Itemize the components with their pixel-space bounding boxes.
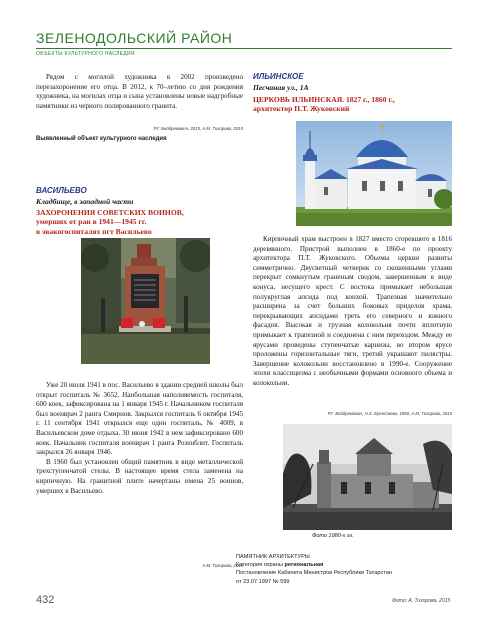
header-rule <box>36 48 452 49</box>
church-historic-photo <box>283 424 452 530</box>
ilinskoe-paragraph: Кирпичный храм выстроен в 1827 вместо сгоревшего в 1816 деревянного. Пристрой выполнен в 1860-е по проекту архитектора П.Т. Жуковского. Объемы церкви развиты симметрично. Двусветный четверик со скошенными углами перекрыт сомкнутым граненым сводом, завершенным в виде конуса, несущего крест. С востока примыкает небольшая полукруглая апсида под конхой. Трапезная значительно расширена за счет больших боковых приделов храма, перекрывающих апсидами треть его северного и южного фасадов. Высокая и грузная колокольня почти вплотную примыкает к трапезной и соединена с ним переходом. Между ее ярусами проведены ступенчатые карнизы, во втором ярусе проложены горизонтальные тяги, третий украшают пилястры. Завершение колокольни восстановлено в 1990-е. Сооружение эпохи классицизма с необычными формами основного объема и колокольни. <box>253 235 452 387</box>
vasilevo-history <box>36 381 243 496</box>
intro-paragraph <box>36 73 243 111</box>
monument-status <box>236 553 392 586</box>
title-vasilevo <box>36 208 246 236</box>
intro-credit: Р.Г. Бейдремович, 2015, А.М. Тихорова, 2015 <box>153 126 243 131</box>
place-heading-ilinskoe: ИЛЬИНСКОЕ <box>253 72 304 81</box>
footer-photo-credit: Фото: А. Тихорова, 2015 <box>392 598 451 604</box>
ilinskoe-credit: Р.Г. Бейдремович, Н.Х. Ерентаева, 1990, А.М. Тихорова, 2015 <box>327 411 452 416</box>
title-ilinskoe-line2: архитектор П.Т. Жуковский <box>253 104 350 114</box>
decree-date: от 23.07.1997 № 599 <box>236 578 290 585</box>
section-subtitle: ОБЪЕКТЫ КУЛЬТУРНОГО НАСЛЕДИЯ <box>36 51 135 57</box>
church-photo <box>296 121 452 226</box>
memorial-photo-image <box>81 238 210 364</box>
church-photo-image <box>296 121 452 226</box>
protection-category <box>236 561 392 569</box>
place-heading-vasilevo: ВАСИЛЬЕВО <box>36 186 87 195</box>
historic-photo-caption: Фото 1980-х гг. <box>312 533 354 539</box>
identified-object-note: Выявленный объект культурного наследия <box>36 136 167 142</box>
intro-text: Рядом с могилой художника в 2002 произведено перезахоронение его отца. В 2012, к 70–летию со дня рождения художника, на могилах отца и сына установлены новые надгробные памятники из черного полированного гранита. <box>36 73 243 110</box>
title-ilinskoe-line1: ЦЕРКОВЬ ИЛЬИНСКАЯ. 1827 г., 1860 г., <box>253 95 395 104</box>
church-historic-photo-image <box>283 424 452 530</box>
vasilevo-paragraph-2: В 1960 был установлен общий памятник в виде металлической трехступенчатой стелы. В настоящее время стела заменена на кирпичную. На гранитной плите начертаны имена 25 воинов, умерших в Васильево. <box>36 457 243 495</box>
monument-type: ПАМЯТНИК АРХИТЕКТУРЫ <box>236 554 310 560</box>
decree-title: Постановление Кабинета Министров Республики Татарстан <box>236 570 392 577</box>
title-vasilevo-line1: ЗАХОРОНЕНИЯ СОВЕТСКИХ ВОИНОВ, <box>36 208 184 217</box>
ilinskoe-description <box>253 235 452 389</box>
title-vasilevo-line3: в эвакогоспиталях пгт Васильево <box>36 226 152 236</box>
section-title: ЗЕЛЕНОДОЛЬСКИЙ РАЙОН <box>36 30 233 46</box>
vasilevo-paragraph-1: Уже 20 июля 1941 в пос. Васильево в здании средней школы был открыт госпиталь № 3652. Наибольшая наполняемость госпиталя, 600 коек, зафиксирована на 1 января 1945 г. Начальником госпиталя был военврач 2 ранга Смирнов. Закрылся госпиталь 6 октября 1945 г. 11 сентября 1941 открылся еще один госпиталь, № 4009, в Васильевском доме отдыха. 30 июня 1942 в нем зафиксировано 600 коек. Начальник госпиталя военврач 1 ранга Розенблит. Госпиталь закрылся 26 января 1946. <box>36 381 243 457</box>
address-vasilevo: Кладбище, в западной части <box>36 197 134 206</box>
protection-category-value: региональная <box>284 562 324 569</box>
title-ilinskoe <box>253 95 453 114</box>
title-vasilevo-line2: умерших от ран в 1941—1945 гг. <box>36 217 147 227</box>
page-number: 432 <box>36 594 55 606</box>
vasilevo-credit: А.М. Тихорова, 2015 <box>202 563 243 568</box>
protection-category-label: Категория охраны <box>236 562 283 569</box>
address-ilinskoe: Песчаная ул., 1А <box>253 83 309 92</box>
memorial-photo <box>81 238 210 364</box>
